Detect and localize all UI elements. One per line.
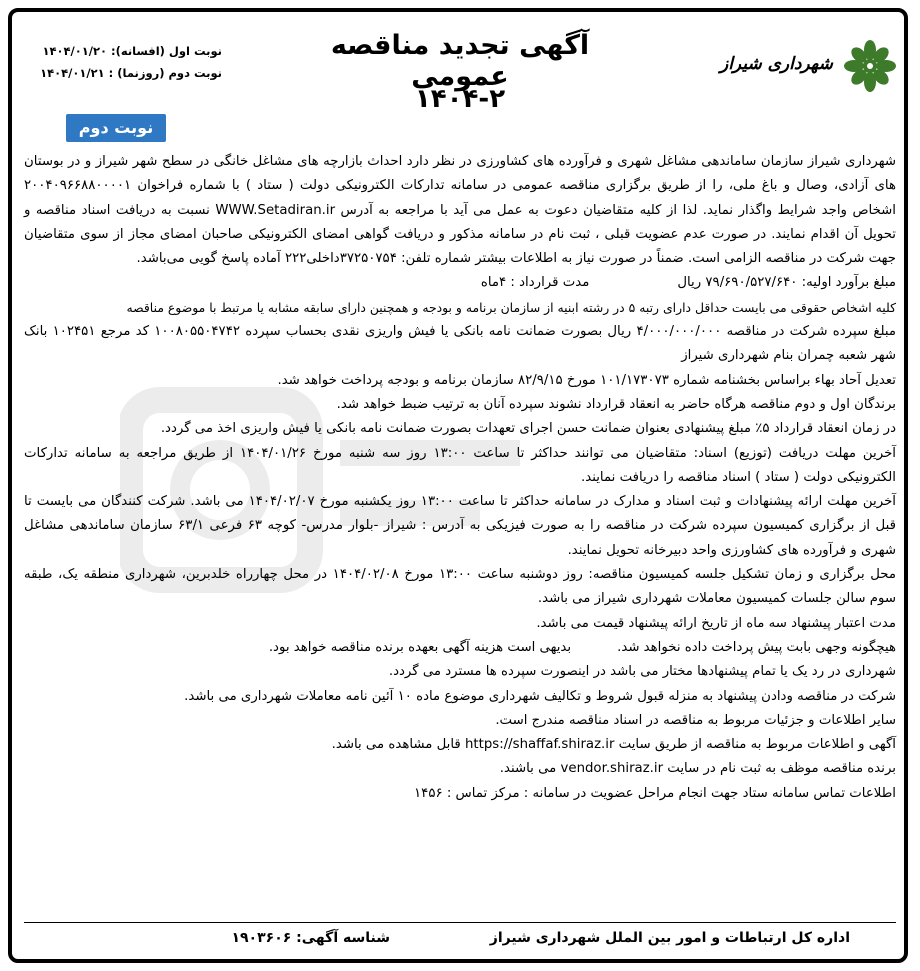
notice-body xyxy=(24,150,896,806)
price-adjustment: تعدیل آحاد بهاء براساس بخشنامه شماره ۱۰۱/۱۷۳۰۷۳ مورخ ۸۲/۹/۱۵ سازمان برنامه و بودجه پرداخت خواهد شد. xyxy=(277,372,896,388)
document-deadline: آخرین مهلت دریافت (توزیع) اسناد: متقاضیان می توانند حداکثر تا ساعت ۱۳:۰۰ روز سه شنبه مورخ ۱۴۰۴/۰۱/۲۶ از طریق مراجعه به سامانه تدارکات الکترونیکی دولت ( ستاد ) اسناد مناقصه را دریافت نمایند. xyxy=(24,445,896,485)
deposit: مبلغ سپرده شرکت در مناقصه ۴/۰۰۰/۰۰۰/۰۰۰ ریال بصورت ضمانت نامه بانکی یا فیش واریزی نقدی بحساب سپرده ۱۰۰۸۰۵۵۰۴۷۴۲ کد مرجع ۱۰۲۴۵۱ بانک شهر شعبه چمران بنام شهرداری شیراز xyxy=(24,324,896,364)
contact-info: اطلاعات تماس سامانه ستاد جهت انجام مراحل عضویت در سامانه : مرکز تماس : ۱۴۵۶ xyxy=(414,785,896,801)
estimate-row xyxy=(24,271,896,295)
prepayment-row xyxy=(24,636,896,660)
acceptance-clause: شرکت در مناقصه ودادن پیشنهاد به منزله قبول شروط و تکالیف شهرداری موضوع ماده ۱۰ آئین نامه معاملات شهرداری می باشد. xyxy=(184,688,896,704)
contract-duration: مدت قرارداد : ۴ماه xyxy=(480,275,590,291)
winners-clause: برندگان اول و دوم مناقصه هرگاه حاضر به انعقاد قرارداد نشوند سپرده آنان به ترتیب ضبط خواهد شد. xyxy=(336,396,896,412)
rejection-clause: شهرداری در رد یک یا تمام پیشنهادها مختار می باشد در اینصورت سپرده ها مسترد می گردد. xyxy=(388,664,896,680)
footer-department: اداره کل ارتباطات و امور بین الملل شهرداری شیراز xyxy=(489,930,850,946)
intro-paragraph: شهرداری شیراز سازمان ساماندهی مشاغل شهری و فرآورده های کشاورزی در نظر دارد احداث بازارچه های مشاغل خانگی در سطح شهر شیراز و در بوستان های آزادی، وصال و باغ ملی، را از طریق برگزاری مناقصه عمومی در سامانه تدارکات الکترونیکی دولت ( ستاد ) با شماره فراخوان ۲۰۰۴۰۹۶۶۸۸۰۰۰۰۱ اشخاص واجد شرایط واگذار نماید. لذا از کلیه متقاضیان دعوت به عمل می آید با مراجعه به آدرس WWW.Setadiran.ir نسبت به دریافت اسناد مناقصه و تحویل آن اقدام نمایند. در صورت عدم عضویت قبلی ، ثبت نام در سامانه مذکور و دریافت گواهی امضای الکترونیکی صاحبان امضای مجاز از سوی متقاضیان جهت شرکت در مناقصه الزامی است. ضمناً در صورت نیاز به اطلاعات بیشتر شماره تلفن: ۳۷۲۵۰۷۵۴داخلی۲۲۲ آماده پاسخ گویی می‌باشد. xyxy=(24,154,896,267)
publication-first: نوبت اول (افسانه): ۱۴۰۴/۰۱/۲۰ xyxy=(42,44,222,58)
submission-deadline: آخرین مهلت ارائه پیشنهادات و ثبت اسناد و مدارک در سامانه حداکثر تا ساعت ۱۳:۰۰ روز یکشنبه مورخ ۱۴۰۴/۰۲/۰۷ می باشد. شرکت کنندگان می بایست تا قبل از برگزاری کمیسیون سپرده شرکت در مناقصه را به صورت فیزیکی به آدرس : شیراز -بلوار مدرس- کوچه ۶۳ فرعی ۶۳/۱ سازمان ساماندهی مشاغل شهری و فرآورده های کشاورزی واحد دبیرخانه تحویل نمایند. xyxy=(24,494,896,558)
eligibility: کلیه اشخاص حقوقی می بایست حداقل دارای رتبه ۵ در رشته ابنیه از سازمان برنامه و بودجه و همچنین دارای سابقه مشابه یا مرتبط با موضوع مناقصه xyxy=(126,299,896,315)
offer-validity: مدت اعتبار پیشنهاد سه ماه از تاریخ ارائه پیشنهاد قیمت می باشد. xyxy=(536,615,896,631)
performance-bond: در زمان انعقاد قرارداد ۵٪ مبلغ پیشنهادی بعنوان ضمانت حسن اجرای تعهدات بصورت ضمانت نامه بانکی یا فیش واریزی اخذ می گردد. xyxy=(160,421,896,437)
no-prepayment: هیچگونه وجهی بابت پیش پرداخت داده نخواهد شد. xyxy=(617,639,896,655)
shaffaf-link-text: آگهی و اطلاعات مربوط به مناقصه از طریق سایت https://shaffaf.shiraz.ir قابل مشاهده می باشد. xyxy=(331,737,896,753)
vendor-registration: برنده مناقصه موظف به ثبت نام در سایت vendor.shiraz.ir می باشند. xyxy=(499,761,896,777)
ad-cost: بدیهی است هزینه آگهی بعهده برنده مناقصه خواهد بود. xyxy=(268,639,572,655)
footer-divider xyxy=(24,922,896,923)
publication-second: نوبت دوم (روزنما) : ۱۴۰۴/۰۱/۲۱ xyxy=(40,66,222,80)
page-title: آگهی تجدید مناقصه عمومی xyxy=(330,30,590,92)
other-info: سایر اطلاعات و جزئیات مربوط به مناقصه در اسناد مناقصه مندرج است. xyxy=(495,712,896,728)
logo-wordmark: شهرداری شیراز xyxy=(720,54,833,74)
round-badge: نوبت دوم xyxy=(66,114,166,142)
estimate-value: مبلغ برآورد اولیه: ۷۹/۶۹۰/۵۲۷/۶۴۰ ریال xyxy=(677,275,896,291)
commission-session: محل برگزاری و زمان تشکیل جلسه کمیسیون مناقصه: روز دوشنبه ساعت ۱۳:۰۰ مورخ ۱۴۰۴/۰۲/۰۸ در محل چهارراه خلدبرین، شهرداری منطقه یک، طبقه سوم سالن جلسات کمیسیون معاملات شهرداری شیراز می باشد. xyxy=(24,567,897,607)
footer-ad-id: شناسه آگهی: ۱۹۰۳۶۰۶ xyxy=(231,930,390,946)
tender-number: ۱۴۰۴-۲ xyxy=(414,84,506,114)
